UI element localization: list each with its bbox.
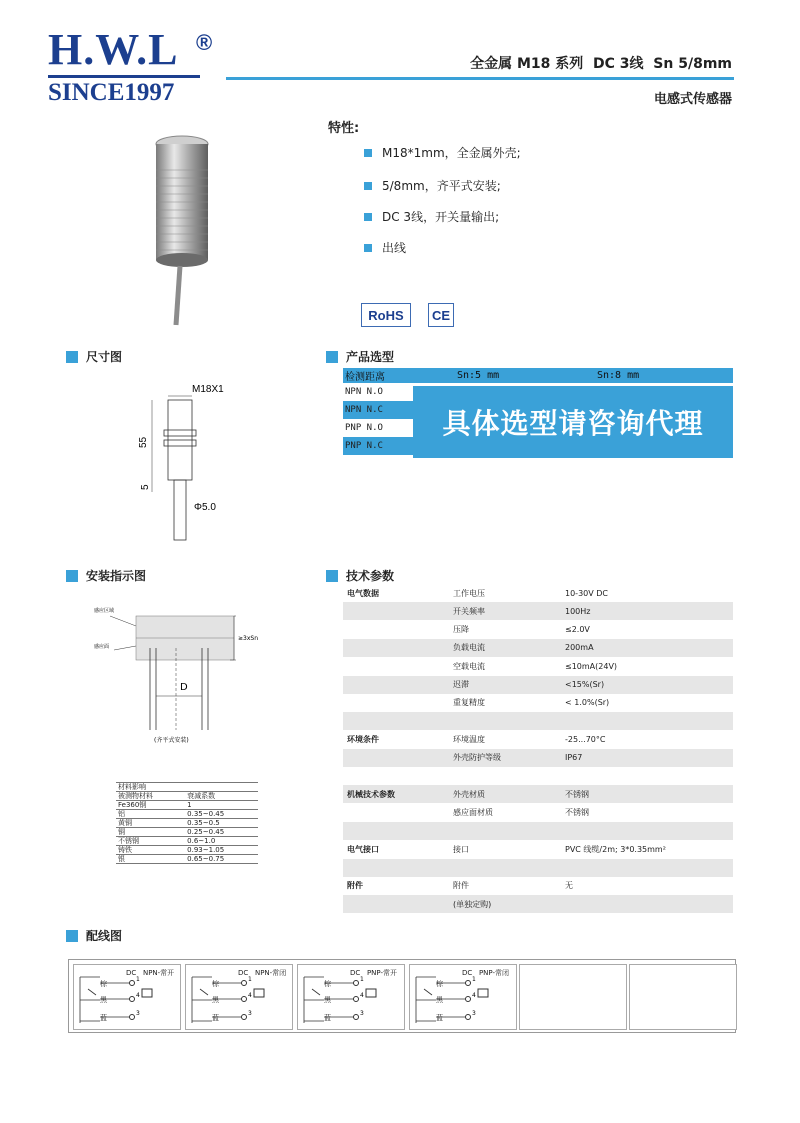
spec-name: (单独定购): [453, 899, 492, 909]
sensing-face-label: 感应面: [94, 644, 110, 650]
install-diagram: [90, 600, 280, 750]
section-wiring: 配线图: [66, 927, 122, 944]
table-row: [343, 895, 733, 913]
spec-name: 开关频率: [453, 606, 485, 616]
feature-item: DC 3线，开关量输出;: [364, 208, 499, 225]
ce-badge: CE: [428, 303, 454, 327]
wiring-schematic: [410, 965, 516, 1029]
registered-mark: ®: [196, 30, 213, 55]
dimension-drawing: [130, 380, 250, 550]
spec-value: ≤2.0V: [565, 625, 590, 635]
material-header: 被测物材料: [116, 792, 185, 801]
wiring-diagram: [73, 964, 181, 1030]
spec-group: 电气数据: [347, 588, 379, 598]
wire-line: [200, 989, 208, 995]
wiring-diagram: [409, 964, 517, 1030]
table-row: [343, 657, 733, 675]
spec-name: 感应面材质: [453, 808, 493, 818]
load-icon: [142, 989, 152, 997]
spec-name: 环境温度: [453, 734, 485, 744]
rohs-badge: RoHS: [361, 303, 411, 327]
selection-header-cell: Sn:8 mm: [597, 370, 640, 381]
header-divider: [226, 77, 734, 80]
selection-row: PNP N.C: [343, 437, 733, 455]
pin-number: 3: [472, 1010, 476, 1017]
terminal-icon: [242, 997, 247, 1002]
spec-name: 工作电压: [453, 588, 485, 598]
table-row: 铸铁 0.93~1.05: [116, 846, 258, 855]
page-subtitle: 电感式传感器: [653, 92, 732, 107]
spec-value: 不锈钢: [565, 789, 589, 799]
spec-name: 附件: [453, 881, 469, 891]
wiring-label: DC NPN-常开: [126, 969, 175, 977]
page-title: 全金属 M18 系列 DC 3线 Sn 5/8mm: [470, 56, 732, 72]
bullet-square-icon: [364, 213, 372, 221]
terminal-icon: [130, 1015, 135, 1020]
terminal-icon: [242, 1015, 247, 1020]
wiring-schematic: [74, 965, 180, 1029]
terminal-icon: [466, 997, 471, 1002]
terminal-icon: [130, 981, 135, 986]
spec-name: 迟滞: [453, 680, 469, 689]
cable-label: Φ5.0: [194, 502, 216, 513]
selection-header: [343, 368, 733, 383]
wire-color-label: 黑: [212, 996, 219, 1004]
pin-number: 3: [248, 1010, 252, 1017]
brand-logo: H.W.L: [48, 25, 179, 74]
feature-item: M18*1mm，全金属外壳;: [364, 144, 521, 161]
section-square-icon: [66, 351, 78, 363]
table-row: [343, 840, 733, 858]
spec-value: 10-30V DC: [565, 588, 609, 598]
spec-value: 200mA: [565, 643, 594, 653]
section-square-icon: [66, 570, 78, 582]
pin-number: 1: [248, 976, 252, 983]
wiring-label: DC PNP-常闭: [462, 969, 510, 977]
table-row: [343, 639, 733, 657]
section-selection: 产品选型: [326, 348, 394, 365]
load-icon: [478, 989, 488, 997]
selection-header-cell: Sn:5 mm: [457, 370, 500, 381]
material-table: [116, 782, 258, 864]
wire-color-label: 蓝: [324, 1014, 331, 1022]
section-square-icon: [326, 570, 338, 582]
table-row: [343, 712, 733, 730]
wire-color-label: 棕: [324, 980, 331, 988]
table-row: [343, 676, 733, 694]
selection-row: NPN N.O: [345, 387, 383, 397]
sensing-zone-label: 感应区域: [94, 608, 115, 614]
material-header: 衰减系数: [185, 792, 258, 801]
selection-consult-banner: 具体选型请咨询代理: [413, 386, 733, 458]
spec-value: IP67: [565, 753, 583, 763]
length-label: 55: [138, 436, 149, 448]
pin-number: 3: [360, 1010, 364, 1017]
d-label: D: [180, 682, 188, 693]
wire-color-label: 蓝: [212, 1014, 219, 1022]
table-row: [343, 621, 733, 639]
distance-label: ≥3xSn: [238, 635, 259, 642]
spec-name: 外壳材质: [453, 789, 485, 799]
spec-value: ≤10mA(24V): [565, 661, 618, 671]
section-dimension: 尺寸图: [66, 348, 122, 365]
terminal-icon: [466, 981, 471, 986]
wiring-empty-box: [629, 964, 737, 1030]
table-row: 黄铜 0.35~0.5: [116, 819, 258, 828]
wiring-empty-box: [519, 964, 627, 1030]
spec-name: 重复精度: [453, 698, 485, 708]
wire-line: [88, 989, 96, 995]
wire-color-label: 棕: [436, 980, 443, 988]
pin-number: 4: [472, 992, 476, 999]
spec-name: 负载电流: [453, 643, 485, 653]
wire-line: [312, 989, 320, 995]
feature-item: 出线: [364, 239, 406, 256]
spec-value: 无: [565, 881, 573, 891]
wire-color-label: 黑: [100, 996, 107, 1004]
brand-since: SINCE1997: [48, 79, 175, 106]
table-row: [343, 767, 733, 785]
wiring-schematic: [298, 965, 404, 1029]
spec-value: PVC 线缆/2m; 3*0.35mm²: [565, 844, 666, 854]
selection-row: NPN N.C: [343, 401, 733, 419]
spec-group: 环境条件: [347, 734, 379, 744]
spec-value: <15%(Sr): [565, 680, 605, 689]
feature-item: 5/8mm，齐平式安装;: [364, 177, 501, 194]
section-square-icon: [326, 351, 338, 363]
table-row: [343, 584, 733, 602]
install-caption: (齐平式安装): [154, 737, 189, 744]
load-icon: [366, 989, 376, 997]
wire-line: [424, 989, 432, 995]
spec-value: < 1.0%(Sr): [565, 698, 610, 708]
pin-number: 3: [136, 1010, 140, 1017]
wiring-label: DC PNP-常开: [350, 969, 398, 977]
bullet-square-icon: [364, 244, 372, 252]
spec-group: 机械技术参数: [347, 789, 395, 799]
pin-number: 4: [360, 992, 364, 999]
wiring-schematic: [186, 965, 292, 1029]
spec-group: 附件: [347, 881, 363, 891]
spec-value: -25...70°C: [565, 734, 606, 744]
sensor-product-image: [140, 130, 240, 330]
bullet-square-icon: [364, 149, 372, 157]
wire-color-label: 棕: [100, 980, 107, 988]
cap-label: 5: [140, 484, 151, 490]
terminal-icon: [242, 981, 247, 986]
pin-number: 1: [472, 976, 476, 983]
terminal-icon: [354, 981, 359, 986]
section-install: 安装指示图: [66, 567, 146, 584]
spec-group: 电气接口: [347, 844, 379, 854]
pin-number: 1: [360, 976, 364, 983]
terminal-icon: [354, 1015, 359, 1020]
section-square-icon: [66, 930, 78, 942]
table-row: 银 0.65~0.75: [116, 855, 258, 864]
material-title: 材料影响: [116, 783, 258, 792]
wire-color-label: 黑: [324, 996, 331, 1004]
wiring-panel: [68, 959, 736, 1033]
bullet-square-icon: [364, 182, 372, 190]
table-row: [343, 602, 733, 620]
wiring-label: DC NPN-常闭: [238, 969, 287, 977]
load-icon: [254, 989, 264, 997]
logo-divider: [48, 75, 200, 78]
table-row: [343, 804, 733, 822]
wiring-diagram: [297, 964, 405, 1030]
table-row: [343, 785, 733, 803]
spec-name: 接口: [453, 844, 469, 854]
pin-number: 4: [136, 992, 140, 999]
table-row: [343, 730, 733, 748]
wire-color-label: 蓝: [100, 1014, 107, 1022]
terminal-icon: [354, 997, 359, 1002]
wire-color-label: 棕: [212, 980, 219, 988]
features-title: 特性:: [328, 121, 360, 136]
table-row: 铜 0.25~0.45: [116, 828, 258, 837]
wire-color-label: 黑: [436, 996, 443, 1004]
pin-number: 4: [248, 992, 252, 999]
selection-header-cell: 检测距离: [345, 372, 385, 383]
table-row: [343, 822, 733, 840]
pin-number: 1: [136, 976, 140, 983]
spec-name: 外壳防护等级: [453, 753, 501, 763]
table-row: [343, 694, 733, 712]
spec-name: 空载电流: [453, 661, 485, 671]
table-row: [343, 859, 733, 877]
table-row: Fe360钢 1: [116, 801, 258, 810]
selection-row: PNP N.O: [345, 423, 383, 433]
table-row: [343, 877, 733, 895]
table-row: 不锈钢 0.6~1.0: [116, 837, 258, 846]
terminal-icon: [466, 1015, 471, 1020]
table-row: 铝 0.35~0.45: [116, 810, 258, 819]
terminal-icon: [130, 997, 135, 1002]
table-row: [343, 749, 733, 767]
wiring-diagram: [185, 964, 293, 1030]
spec-name: 压降: [453, 625, 469, 635]
spec-value: 100Hz: [565, 606, 591, 616]
wire-color-label: 蓝: [436, 1014, 443, 1022]
section-specs: 技术参数: [326, 567, 394, 584]
spec-value: 不锈钢: [565, 808, 589, 818]
thread-label: M18X1: [192, 384, 224, 395]
